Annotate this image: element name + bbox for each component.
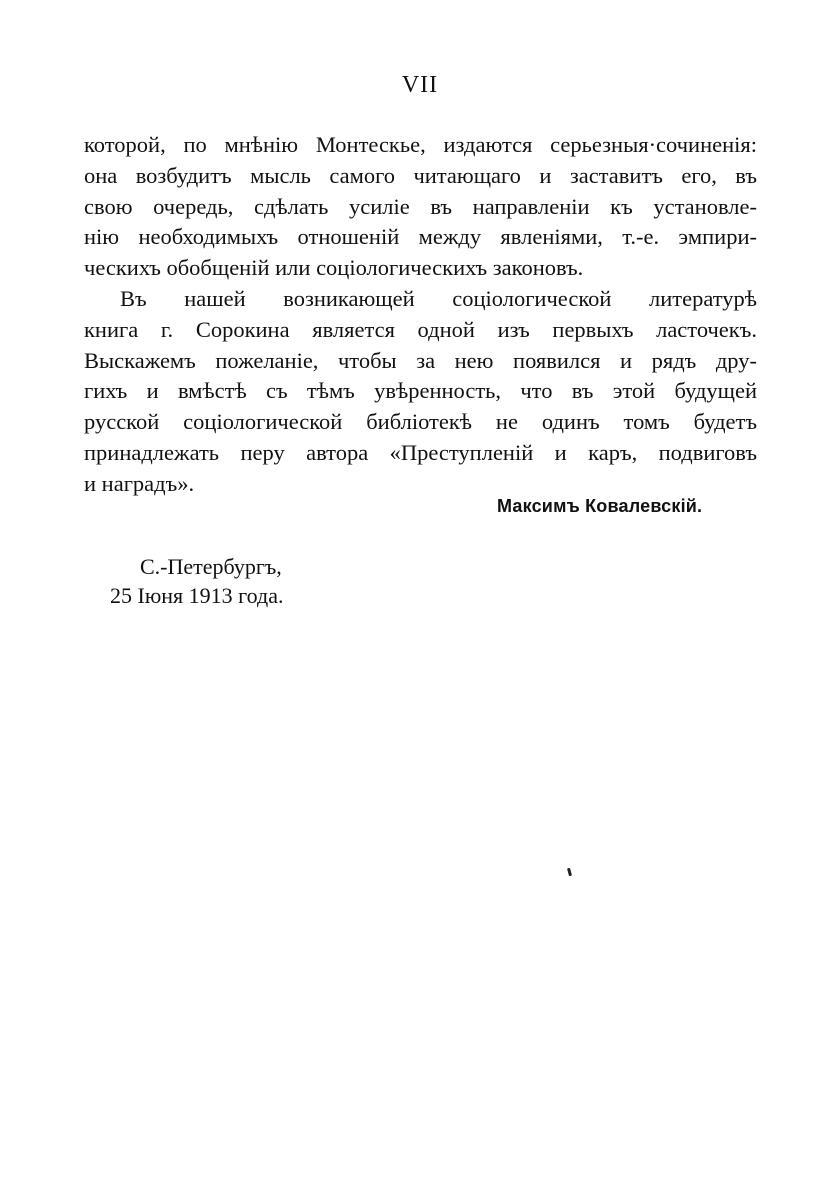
text-line: русской соціологической библіотекѣ не одинъ томъ будетъ bbox=[84, 409, 757, 435]
ink-speck bbox=[567, 868, 572, 877]
text-line: и наградъ». bbox=[84, 470, 195, 496]
text-line: принадлежать перу автора «Преступленій и каръ, подвиговъ bbox=[84, 439, 757, 465]
text-line: которой, по мнѣнію Монтескье, издаются серьезныя·сочиненія: bbox=[84, 132, 757, 157]
page-number: VII bbox=[401, 72, 439, 98]
date-line: 25 Іюня 1913 года. bbox=[110, 583, 284, 608]
text-line: гихъ и вмѣстѣ съ тѣмъ увѣренность, что въ этой будущей bbox=[84, 378, 757, 404]
paragraph-2 bbox=[84, 284, 757, 500]
text-line: ческихъ обобщеній или соціологическихъ законовъ. bbox=[84, 255, 584, 281]
paragraph-1 bbox=[84, 130, 757, 284]
place-and-date bbox=[110, 552, 283, 610]
place-line: С.-Петербургъ, bbox=[140, 554, 282, 579]
text-line: свою очередь, сдѣлать усиліе въ направленіи къ установле- bbox=[84, 193, 757, 219]
text-line: книга г. Сорокина является одной изъ первыхъ ласточекъ. bbox=[84, 316, 757, 342]
author-signature: Максимъ Ковалевскій. bbox=[497, 496, 703, 516]
text-line: она возбудитъ мысль самого читающаго и заставитъ его, въ bbox=[84, 162, 757, 188]
body-text bbox=[84, 130, 757, 500]
text-line: Въ нашей возникающей соціологической литературѣ bbox=[120, 285, 757, 311]
text-line: нію необходимыхъ отношеній между явленіями, т.-е. эмпири- bbox=[84, 224, 757, 250]
text-line: Выскажемъ пожеланіе, чтобы за нею появился и рядъ дру- bbox=[84, 347, 757, 373]
